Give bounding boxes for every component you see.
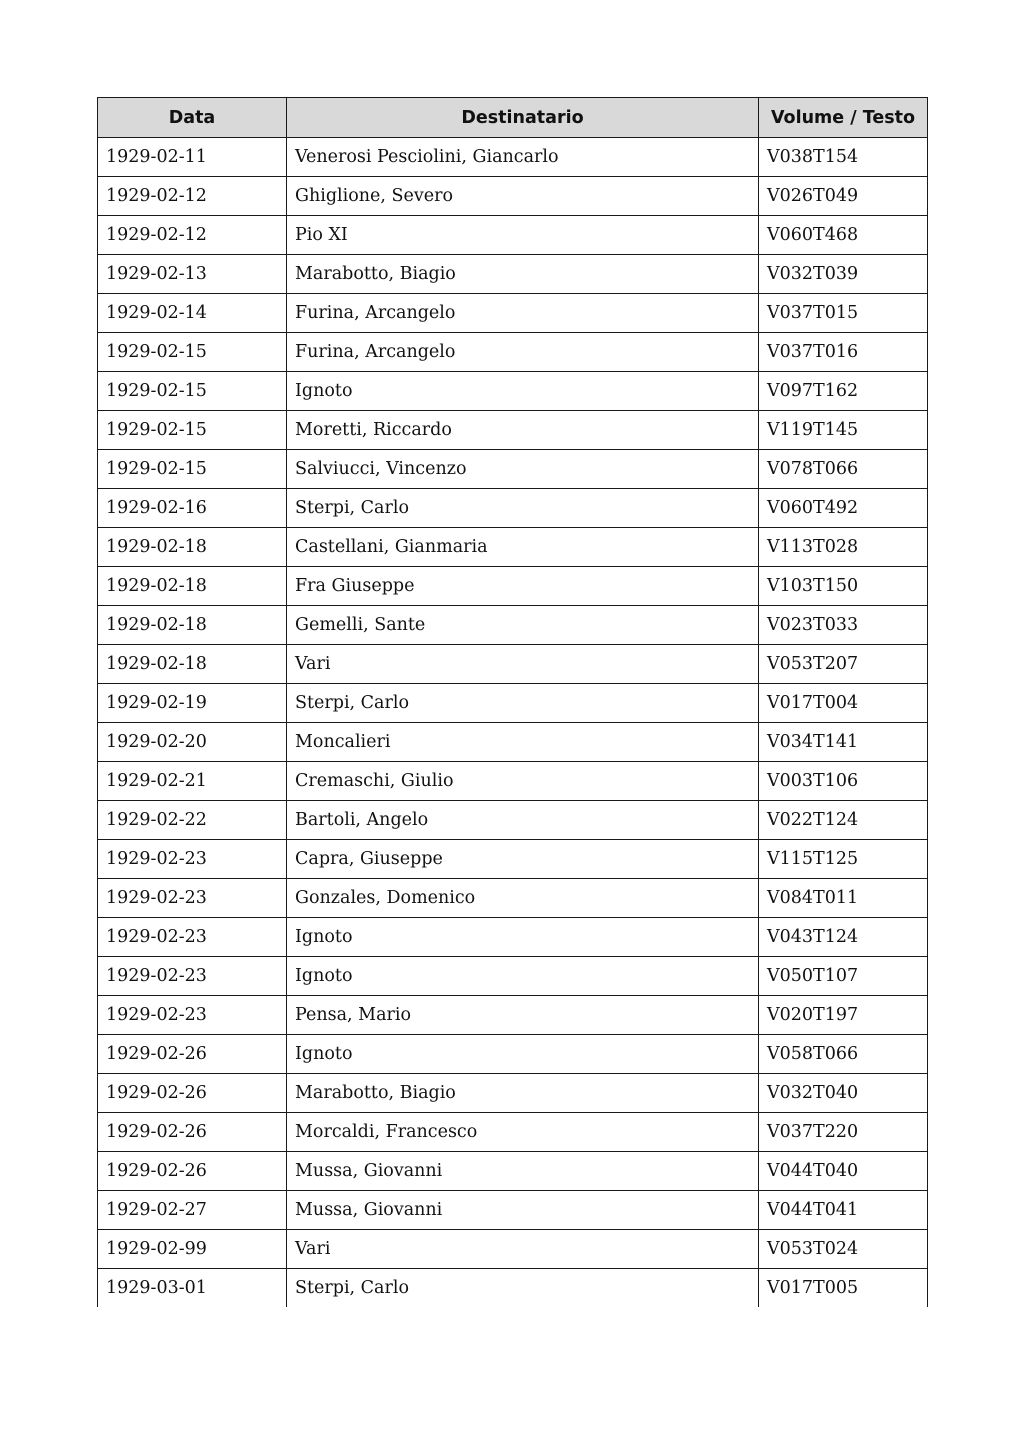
table-row: [98, 1230, 928, 1269]
date-cell: 1929-02-15: [98, 333, 287, 372]
date-cell: 1929-02-26: [98, 1074, 287, 1113]
volume-cell: V017T005: [759, 1269, 928, 1308]
date-cell: 1929-02-18: [98, 645, 287, 684]
recipient-cell: Ignoto: [287, 1035, 759, 1074]
date-cell: 1929-02-12: [98, 216, 287, 255]
recipient-cell: Marabotto, Biagio: [287, 1074, 759, 1113]
recipient-cell: Gemelli, Sante: [287, 606, 759, 645]
volume-cell: V103T150: [759, 567, 928, 606]
table-header: [98, 98, 928, 138]
date-cell: 1929-02-26: [98, 1035, 287, 1074]
volume-cell: V034T141: [759, 723, 928, 762]
table-row: [98, 957, 928, 996]
table-row: [98, 1113, 928, 1152]
volume-cell: V017T004: [759, 684, 928, 723]
recipient-cell: Ignoto: [287, 957, 759, 996]
date-cell: 1929-02-19: [98, 684, 287, 723]
date-cell: 1929-02-18: [98, 528, 287, 567]
date-cell: 1929-02-23: [98, 996, 287, 1035]
volume-cell: V037T220: [759, 1113, 928, 1152]
table-row: [98, 1074, 928, 1113]
recipient-cell: Vari: [287, 1230, 759, 1269]
letters-table: [97, 97, 928, 1307]
table-row: [98, 216, 928, 255]
table-row: [98, 918, 928, 957]
date-cell: 1929-02-11: [98, 138, 287, 177]
table-row: [98, 606, 928, 645]
recipient-cell: Ghiglione, Severo: [287, 177, 759, 216]
recipient-cell: Ignoto: [287, 918, 759, 957]
table-row: [98, 1191, 928, 1230]
header-row: [98, 98, 928, 138]
table-row: [98, 411, 928, 450]
table-row: [98, 138, 928, 177]
recipient-cell: Venerosi Pesciolini, Giancarlo: [287, 138, 759, 177]
date-cell: 1929-02-21: [98, 762, 287, 801]
recipient-cell: Mussa, Giovanni: [287, 1191, 759, 1230]
recipient-cell: Pio XI: [287, 216, 759, 255]
column-header-data: Data: [98, 98, 287, 138]
recipient-cell: Ignoto: [287, 372, 759, 411]
table-row: [98, 294, 928, 333]
volume-cell: V060T492: [759, 489, 928, 528]
table-row: [98, 1269, 928, 1308]
column-header-volume-testo: Volume / Testo: [759, 98, 928, 138]
recipient-cell: Marabotto, Biagio: [287, 255, 759, 294]
volume-cell: V023T033: [759, 606, 928, 645]
table-row: [98, 801, 928, 840]
date-cell: 1929-02-23: [98, 957, 287, 996]
volume-cell: V115T125: [759, 840, 928, 879]
date-cell: 1929-02-26: [98, 1113, 287, 1152]
table-body: [98, 138, 928, 1308]
date-cell: 1929-02-12: [98, 177, 287, 216]
table-row: [98, 1152, 928, 1191]
volume-cell: V022T124: [759, 801, 928, 840]
recipient-cell: Furina, Arcangelo: [287, 294, 759, 333]
volume-cell: V113T028: [759, 528, 928, 567]
date-cell: 1929-03-01: [98, 1269, 287, 1308]
date-cell: 1929-02-15: [98, 450, 287, 489]
recipient-cell: Bartoli, Angelo: [287, 801, 759, 840]
date-cell: 1929-02-20: [98, 723, 287, 762]
volume-cell: V084T011: [759, 879, 928, 918]
recipient-cell: Vari: [287, 645, 759, 684]
volume-cell: V050T107: [759, 957, 928, 996]
date-cell: 1929-02-27: [98, 1191, 287, 1230]
table-row: [98, 255, 928, 294]
recipient-cell: Pensa, Mario: [287, 996, 759, 1035]
volume-cell: V038T154: [759, 138, 928, 177]
table-row: [98, 567, 928, 606]
volume-cell: V003T106: [759, 762, 928, 801]
date-cell: 1929-02-16: [98, 489, 287, 528]
table-row: [98, 450, 928, 489]
table-row: [98, 1035, 928, 1074]
recipient-cell: Sterpi, Carlo: [287, 489, 759, 528]
recipient-cell: Furina, Arcangelo: [287, 333, 759, 372]
volume-cell: V037T016: [759, 333, 928, 372]
recipient-cell: Morcaldi, Francesco: [287, 1113, 759, 1152]
table-row: [98, 528, 928, 567]
volume-cell: V097T162: [759, 372, 928, 411]
volume-cell: V053T024: [759, 1230, 928, 1269]
date-cell: 1929-02-15: [98, 372, 287, 411]
recipient-cell: Sterpi, Carlo: [287, 1269, 759, 1308]
table-row: [98, 333, 928, 372]
table-row: [98, 645, 928, 684]
date-cell: 1929-02-15: [98, 411, 287, 450]
volume-cell: V043T124: [759, 918, 928, 957]
table-row: [98, 996, 928, 1035]
table-row: [98, 840, 928, 879]
date-cell: 1929-02-99: [98, 1230, 287, 1269]
volume-cell: V060T468: [759, 216, 928, 255]
table-row: [98, 684, 928, 723]
recipient-cell: Mussa, Giovanni: [287, 1152, 759, 1191]
table-row: [98, 372, 928, 411]
recipient-cell: Castellani, Gianmaria: [287, 528, 759, 567]
recipient-cell: Moncalieri: [287, 723, 759, 762]
volume-cell: V032T039: [759, 255, 928, 294]
date-cell: 1929-02-14: [98, 294, 287, 333]
volume-cell: V026T049: [759, 177, 928, 216]
table-row: [98, 762, 928, 801]
recipient-cell: Sterpi, Carlo: [287, 684, 759, 723]
recipient-cell: Moretti, Riccardo: [287, 411, 759, 450]
date-cell: 1929-02-18: [98, 567, 287, 606]
date-cell: 1929-02-13: [98, 255, 287, 294]
volume-cell: V044T040: [759, 1152, 928, 1191]
volume-cell: V058T066: [759, 1035, 928, 1074]
table-row: [98, 489, 928, 528]
volume-cell: V044T041: [759, 1191, 928, 1230]
date-cell: 1929-02-18: [98, 606, 287, 645]
table-row: [98, 879, 928, 918]
volume-cell: V020T197: [759, 996, 928, 1035]
date-cell: 1929-02-26: [98, 1152, 287, 1191]
volume-cell: V119T145: [759, 411, 928, 450]
recipient-cell: Fra Giuseppe: [287, 567, 759, 606]
volume-cell: V032T040: [759, 1074, 928, 1113]
date-cell: 1929-02-22: [98, 801, 287, 840]
date-cell: 1929-02-23: [98, 879, 287, 918]
volume-cell: V053T207: [759, 645, 928, 684]
volume-cell: V078T066: [759, 450, 928, 489]
table-row: [98, 723, 928, 762]
date-cell: 1929-02-23: [98, 840, 287, 879]
column-header-destinatario: Destinatario: [287, 98, 759, 138]
table-row: [98, 177, 928, 216]
date-cell: 1929-02-23: [98, 918, 287, 957]
recipient-cell: Capra, Giuseppe: [287, 840, 759, 879]
recipient-cell: Gonzales, Domenico: [287, 879, 759, 918]
recipient-cell: Cremaschi, Giulio: [287, 762, 759, 801]
volume-cell: V037T015: [759, 294, 928, 333]
recipient-cell: Salviucci, Vincenzo: [287, 450, 759, 489]
